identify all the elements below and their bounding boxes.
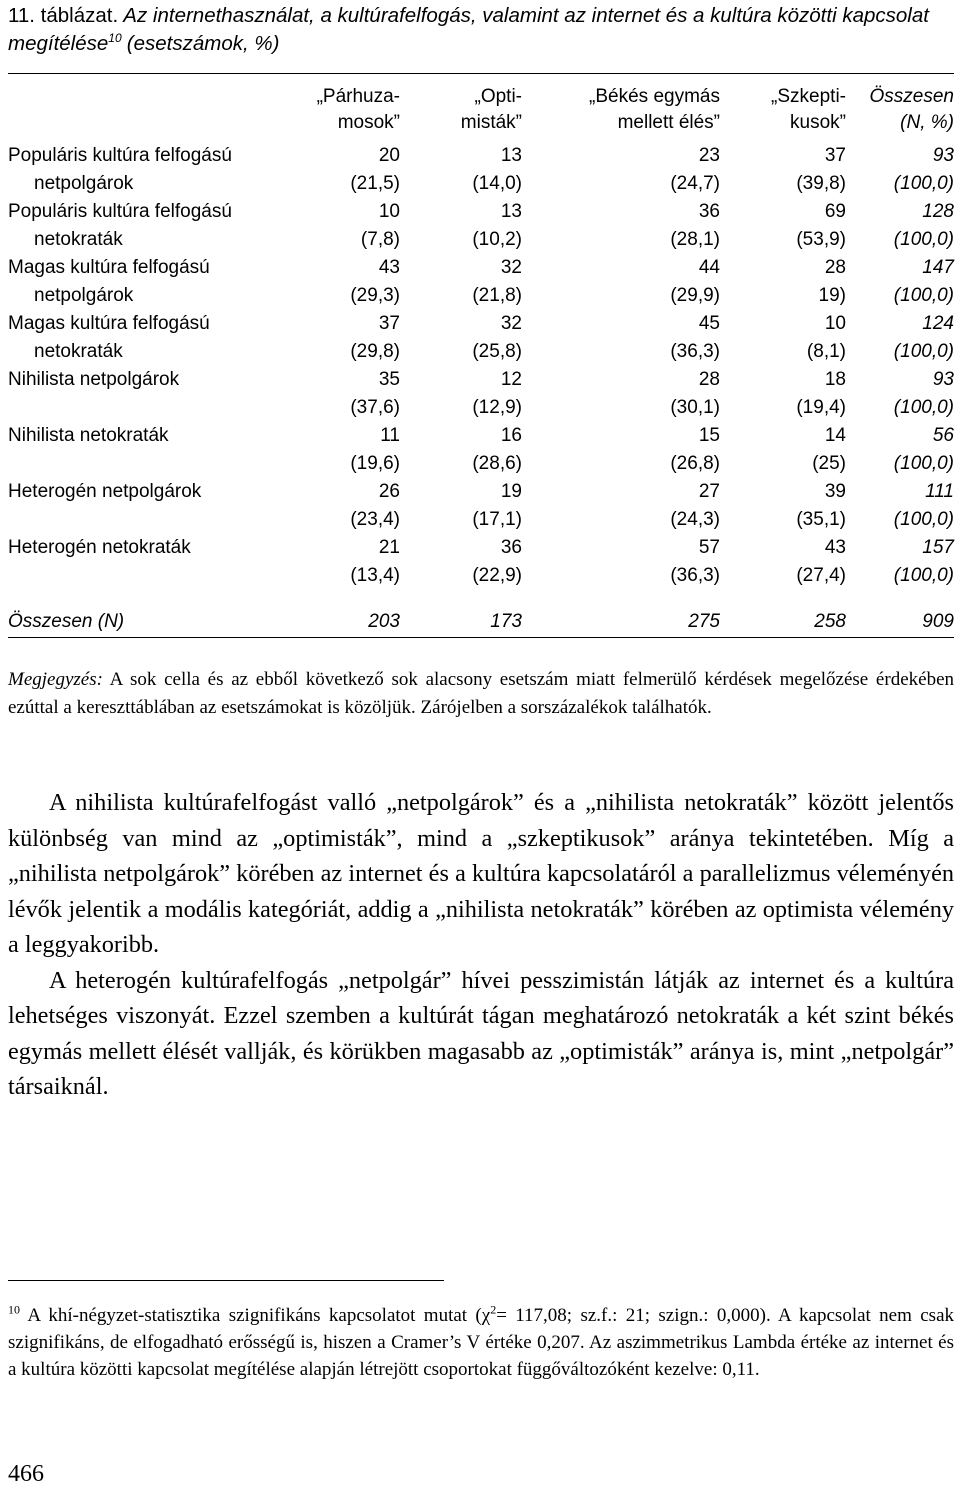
percent-cell: (23,4) <box>350 509 400 530</box>
percent-cell: (100,0) <box>893 453 954 474</box>
percent-cell: (35,1) <box>796 509 846 530</box>
count-cell: 15 <box>698 425 720 446</box>
page-number: 466 <box>8 1461 44 1487</box>
row-label-cont: netokraták <box>34 229 123 250</box>
count-cell: 37 <box>824 145 846 166</box>
total-cell: 258 <box>814 611 846 632</box>
total-label: Összesen (N) <box>8 611 125 632</box>
row-label: Magas kultúra felfogású <box>8 313 210 334</box>
percent-cell: (28,6) <box>472 453 522 474</box>
percent-cell: (53,9) <box>796 229 846 250</box>
count-cell: 93 <box>932 145 954 166</box>
col-header-optimistak: „Opti- misták” <box>460 86 522 133</box>
paragraph: A heterogén kultúrafelfogás „netpolgár” hívei pesszimistán látják az internet és a kultúra lehetséges viszonyát. Ezzel szemben a kultúrát tágan meghatározó netokraták a két szint békés egymás mellett élését vallják, és körükben magasabb az „optimisták” aránya is, mint „netpolgár” társaiknál. <box>8 966 954 1100</box>
percent-cell: (8,1) <box>806 341 846 362</box>
count-cell: 13 <box>500 145 522 166</box>
count-cell: 26 <box>378 481 400 502</box>
count-cell: 12 <box>500 369 522 390</box>
count-cell: 28 <box>698 369 720 390</box>
count-cell: 39 <box>824 481 846 502</box>
percent-cell: (7,8) <box>360 229 400 250</box>
count-cell: 157 <box>922 537 954 558</box>
percent-cell: (29,9) <box>670 285 720 306</box>
table-row <box>8 142 954 170</box>
row-label-cont <box>8 450 300 478</box>
count-cell: 27 <box>698 481 720 502</box>
count-cell: 35 <box>378 369 400 390</box>
count-cell: 43 <box>378 257 400 278</box>
percent-cell: (24,7) <box>670 173 720 194</box>
row-label-cont <box>8 562 300 590</box>
row-label-cont: netokraták <box>34 341 123 362</box>
footnote-rule <box>8 1280 444 1281</box>
table-row <box>8 478 954 506</box>
count-cell: 32 <box>500 313 522 334</box>
total-row <box>8 590 954 654</box>
percent-cell: (37,6) <box>350 397 400 418</box>
table-row <box>8 534 954 562</box>
count-cell: 56 <box>932 425 954 446</box>
table-row <box>8 170 954 198</box>
count-cell: 11 <box>380 425 400 446</box>
count-cell: 28 <box>824 257 846 278</box>
count-cell: 10 <box>824 313 846 334</box>
total-cell: 173 <box>490 611 522 632</box>
table-row <box>8 562 954 590</box>
paragraph: A nihilista kultúrafelfogást valló „netpolgárok” és a „nihilista netokraták” között jelentős különbség van mind az „optimisták”, mind a „szkeptikusok” aránya tekintetében. Míg a „nihilista netpolgárok” körében az internet és a kultúra kapcsolatáról a parallelizmus véleményén lévők jelentik a modális kategóriát, addig a „nihilista netokraták” körében az optimista vélemény a leggyakoribb. <box>8 789 954 958</box>
table-label: 11. táblázat. <box>8 4 119 27</box>
percent-cell: (100,0) <box>893 397 954 418</box>
percent-cell: (36,3) <box>670 341 720 362</box>
table-row <box>8 450 954 478</box>
row-label: Populáris kultúra felfogású <box>8 145 232 166</box>
table-title-end: (esetszámok, %) <box>126 32 280 55</box>
footnote-text: = 117,08; sz.f.: 21; szign.: 0,000). A kapcsolat nem csak szignifikáns, de elfogadható erősségű is, hiszen a Cramer’s V értéke 0,207. Az aszimmetrikus Lambda értéke az internet és a kultúra közötti kapcsolat megítélése alapján létrejött csoportokat függőváltozóként kezelve: 0,11. <box>8 1305 955 1380</box>
count-cell: 36 <box>500 537 522 558</box>
count-cell: 128 <box>922 201 954 222</box>
table-top-rule <box>8 73 954 74</box>
percent-cell: (100,0) <box>893 173 954 194</box>
count-cell: 111 <box>925 481 954 502</box>
header-row <box>8 84 954 142</box>
percent-cell: (24,3) <box>670 509 720 530</box>
percent-cell: (30,1) <box>670 397 720 418</box>
total-cell: 203 <box>368 611 400 632</box>
footnote-text: A khí-négyzet-statisztika szignifikáns kapcsolatot mutat (χ <box>27 1305 491 1326</box>
count-cell: 32 <box>500 257 522 278</box>
count-cell: 147 <box>922 257 954 278</box>
percent-cell: (22,9) <box>472 565 522 586</box>
row-label-cont <box>8 394 300 422</box>
percent-cell: (26,8) <box>670 453 720 474</box>
footnote-mark: 10 <box>8 1302 20 1317</box>
table-row <box>8 226 954 254</box>
percent-cell: (100,0) <box>893 285 954 306</box>
body-text <box>8 785 954 1105</box>
count-cell: 43 <box>824 537 846 558</box>
table-row <box>8 310 954 338</box>
count-cell: 44 <box>698 257 720 278</box>
count-cell: 57 <box>698 537 720 558</box>
table-bottom-rule <box>8 637 954 638</box>
footnote-ref: 10 <box>108 31 122 46</box>
percent-cell: (29,8) <box>350 341 400 362</box>
note-text: A sok cella és az ebből következő sok alacsony esetszám miatt felmerülő kérdések megelőzése érdekében ezúttal a kereszttáblában az esetszámokat is közöljük. Zárójelben a sorszázalékok találhatók. <box>8 669 954 718</box>
percent-cell: (27,4) <box>796 565 846 586</box>
total-cell: 275 <box>688 611 720 632</box>
col-header-parhuzamosok: „Párhuza- mosok” <box>316 86 400 133</box>
table-row <box>8 394 954 422</box>
col-header-bekes: „Békés egymás mellett élés” <box>589 86 720 133</box>
percent-cell: (25) <box>812 453 846 474</box>
table-row <box>8 254 954 282</box>
table-row <box>8 282 954 310</box>
count-cell: 45 <box>698 313 720 334</box>
count-cell: 93 <box>932 369 954 390</box>
percent-cell: (13,4) <box>350 565 400 586</box>
percent-cell: (19,6) <box>350 453 400 474</box>
col-header-osszesen: Összesen (N, %) <box>869 86 954 133</box>
total-cell: 909 <box>922 611 954 632</box>
percent-cell: (29,3) <box>350 285 400 306</box>
count-cell: 20 <box>378 145 400 166</box>
percent-cell: (100,0) <box>893 229 954 250</box>
table-title: Az internethasználat, a kultúrafelfogás, valamint az internet és a kultúra közötti kapcsolat megítélése <box>8 4 929 55</box>
percent-cell: (39,8) <box>796 173 846 194</box>
table-row <box>8 506 954 534</box>
count-cell: 23 <box>698 145 720 166</box>
percent-cell: (19,4) <box>796 397 846 418</box>
table-note <box>8 666 954 722</box>
row-label: Nihilista netpolgárok <box>8 369 180 390</box>
count-cell: 13 <box>500 201 522 222</box>
table-row <box>8 366 954 394</box>
percent-cell: 19) <box>818 285 846 306</box>
percent-cell: (21,8) <box>472 285 522 306</box>
row-label: Heterogén netokraták <box>8 537 191 558</box>
count-cell: 37 <box>378 313 400 334</box>
row-label: Magas kultúra felfogású <box>8 257 210 278</box>
percent-cell: (17,1) <box>472 509 522 530</box>
percent-cell: (36,3) <box>670 565 720 586</box>
percent-cell: (100,0) <box>893 341 954 362</box>
percent-cell: (21,5) <box>350 173 400 194</box>
count-cell: 10 <box>378 201 400 222</box>
count-cell: 21 <box>378 537 400 558</box>
percent-cell: (10,2) <box>472 229 522 250</box>
count-cell: 18 <box>824 369 846 390</box>
table-row <box>8 422 954 450</box>
row-label-cont <box>8 506 300 534</box>
percent-cell: (100,0) <box>893 565 954 586</box>
percent-cell: (25,8) <box>472 341 522 362</box>
percent-cell: (100,0) <box>893 509 954 530</box>
row-label: Heterogén netpolgárok <box>8 481 202 502</box>
table-caption <box>8 2 952 58</box>
row-label: Nihilista netokraták <box>8 425 169 446</box>
count-cell: 124 <box>922 313 954 334</box>
count-cell: 16 <box>500 425 522 446</box>
note-label: Megjegyzés: <box>8 669 103 690</box>
percent-cell: (14,0) <box>472 173 522 194</box>
data-table <box>8 84 954 654</box>
table-row <box>8 198 954 226</box>
percent-cell: (28,1) <box>670 229 720 250</box>
count-cell: 14 <box>824 425 846 446</box>
count-cell: 19 <box>500 481 522 502</box>
row-label-cont: netpolgárok <box>34 173 134 194</box>
footnote <box>8 1302 954 1383</box>
row-label: Populáris kultúra felfogású <box>8 201 232 222</box>
count-cell: 69 <box>824 201 846 222</box>
table-row <box>8 338 954 366</box>
count-cell: 36 <box>698 201 720 222</box>
row-label-cont: netpolgárok <box>34 285 134 306</box>
percent-cell: (12,9) <box>472 397 522 418</box>
chi-square-superscript: 2 <box>490 1302 497 1317</box>
col-header-szkeptikusok: „Szkepti- kusok” <box>771 86 846 133</box>
header-empty <box>8 84 300 142</box>
